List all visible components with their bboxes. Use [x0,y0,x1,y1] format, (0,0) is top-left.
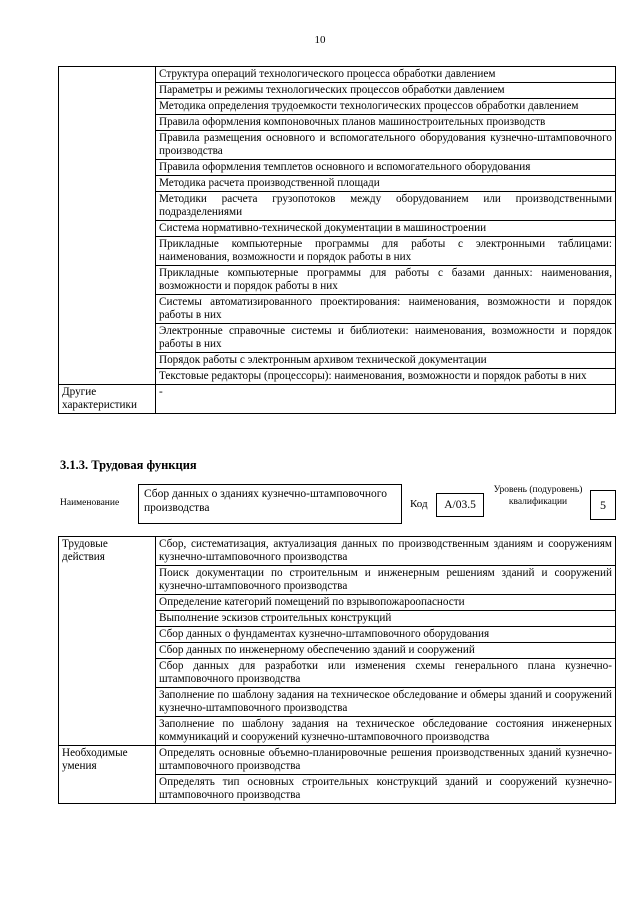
group-label: Необходимые умения [59,746,156,804]
row-value: Правила оформления темплетов основного и вспомогательного оборудования [156,160,616,176]
group-item: Заполнение по шаблону задания на техническое обследование и обмеры зданий и сооружений кузнечно-штамповочного производства [156,688,616,717]
row-value: Текстовые редакторы (процессоры): наименования, возможности и порядок работы в них [156,369,616,385]
code-value: A/03.5 [436,493,484,517]
knowledge-table [58,66,616,414]
group-item: Определять тип основных строительных конструкций зданий и сооружений кузнечно-штамповочного производства [156,775,616,804]
group-item: Сбор, систематизация, актуализация данных по производственным зданиям и сооружениям кузнечно-штамповочного производства [156,537,616,566]
level-value: 5 [590,490,616,520]
row-value: Параметры и режимы технологических процессов обработки давлением [156,83,616,99]
row-value: Структура операций технологического процесса обработки давлением [156,67,616,83]
group-item: Сбор данных для разработки или изменения схемы генерального плана кузнечно-штамповочного производства [156,659,616,688]
group-item: Определять основные объемно-планировочные решения производственных зданий кузнечно-штамповочного производства [156,746,616,775]
name-value-box [138,484,402,524]
table-row [59,746,616,775]
table-row [59,67,616,83]
name-label: Наименование [60,498,120,508]
group-label: Трудовые действия [59,537,156,746]
group-item: Выполнение эскизов строительных конструкций [156,611,616,627]
code-label: Код [410,498,428,510]
row-value: - [156,385,616,414]
group-item: Заполнение по шаблону задания на техническое обследование состояния инженерных коммуникаций и сооружений кузнечно-штамповочного производства [156,717,616,746]
group-item: Определение категорий помещений по взрывопожароопасности [156,595,616,611]
row-value: Правила размещения основного и вспомогательного оборудования кузнечно-штамповочного производства [156,131,616,160]
row-value: Электронные справочные системы и библиотеки: наименования, возможности и порядок работы в них [156,324,616,353]
page-number: 10 [314,34,326,46]
row-label [59,67,156,385]
row-value: Методика расчета производственной площади [156,176,616,192]
row-value: Прикладные компьютерные программы для работы с электронными таблицами: наименования, возможности и порядок работы в них [156,237,616,266]
section-heading: 3.1.3. Трудовая функция [60,458,197,472]
row-value: Порядок работы с электронным архивом технической документации [156,353,616,369]
row-value: Методики расчета грузопотоков между оборудованием или производственными подразделениями [156,192,616,221]
level-label: Уровень (подуровень) квалификации [493,485,583,507]
name-value: Сбор данных о зданиях кузнечно-штамповочного производства [144,488,387,514]
table-row [59,537,616,566]
group-item: Сбор данных о фундаментах кузнечно-штамповочного оборудования [156,627,616,643]
row-value: Правила оформления компоновочных планов машиностроительных производств [156,115,616,131]
row-value: Методика определения трудоемкости технологических процессов обработки давлением [156,99,616,115]
function-header-row [58,484,616,524]
group-item: Сбор данных по инженерному обеспечению зданий и сооружений [156,643,616,659]
row-value: Системы автоматизированного проектирования: наименования, возможности и порядок работы в них [156,295,616,324]
group-item: Поиск документации по строительным и инженерным решениям зданий и сооружений кузнечно-штамповочного производства [156,566,616,595]
row-value: Прикладные компьютерные программы для работы с базами данных: наименования, возможности и порядок работы в них [156,266,616,295]
row-label: Другие характеристики [59,385,156,414]
table-row [59,385,616,414]
row-value: Система нормативно-технической документации в машиностроении [156,221,616,237]
function-details-table [58,536,616,804]
